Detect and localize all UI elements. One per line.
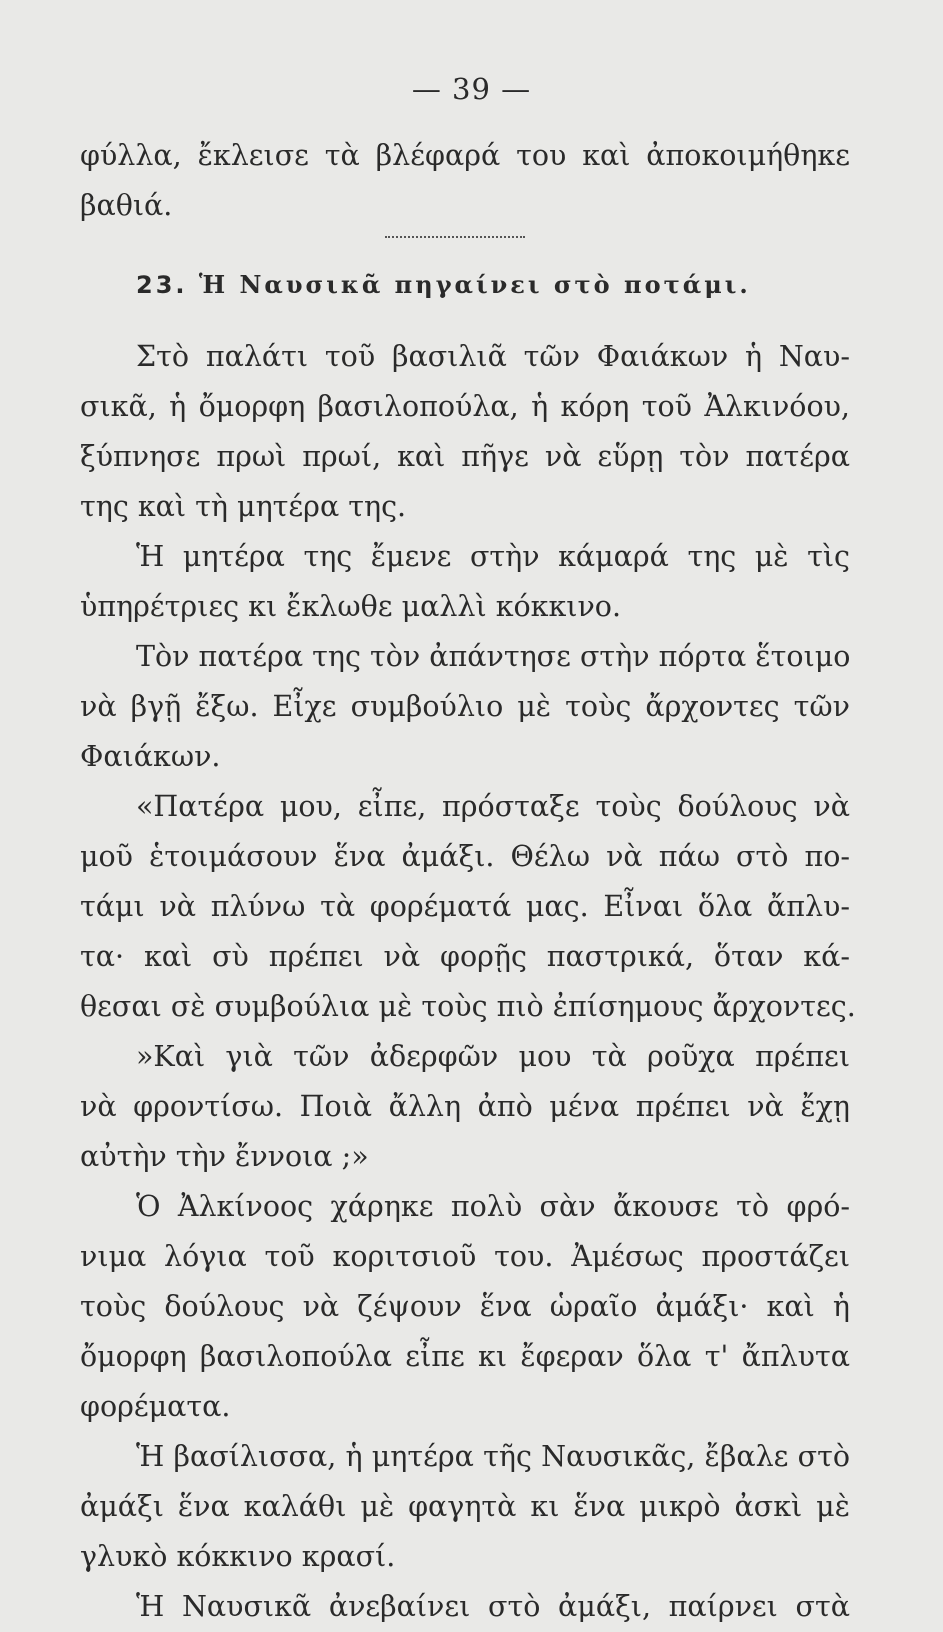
- text-line: τοὺς δούλους νὰ ζέψουν ἕνα ὡραῖο ἀμάξι· καὶ ἡ: [80, 1290, 850, 1323]
- paragraph: [80, 532, 850, 632]
- text-line: ὑπηρέτριες κι ἔκλωθε μαλλὶ κόκκινο.: [80, 590, 622, 623]
- section-separator: [385, 236, 525, 238]
- paragraph: [80, 632, 850, 782]
- section-number: 23.: [136, 271, 188, 299]
- text-line: Ἡ Ναυσικᾶ ἀνεβαίνει στὸ ἀμάξι, παίρνει στὰ: [136, 1590, 850, 1623]
- paragraph: [80, 1032, 850, 1182]
- text-line: νιμα λόγια τοῦ κοριτσιοῦ του. Ἀμέσως προστάζει: [80, 1240, 850, 1273]
- section-title: Ἡ Ναυσικᾶ πηγαίνει στὸ ποτάμι.: [198, 270, 751, 299]
- text-line: βαθιά.: [80, 189, 173, 222]
- text-line: σικᾶ, ἡ ὄμορφη βασιλοπούλα, ἡ κόρη τοῦ Ἀλκινόου,: [80, 390, 850, 423]
- text-line: θεσαι σὲ συμβούλια μὲ τοὺς πιὸ ἐπίσημους ἄρχοντες.: [80, 990, 856, 1023]
- text-line: Στὸ παλάτι τοῦ βασιλιᾶ τῶν Φαιάκων ἡ Ναυ-: [136, 340, 850, 373]
- text-line: Ἡ βασίλισσα, ἡ μητέρα τῆς Ναυσικᾶς, ἔβαλε στὸ: [136, 1440, 850, 1473]
- text-line: Ἡ μητέρα της ἔμενε στὴν κάμαρά της μὲ τὶς: [136, 540, 850, 573]
- page-number: — 39 —: [411, 72, 532, 106]
- text-line: γλυκὸ κόκκινο κρασί.: [80, 1540, 396, 1573]
- text-line: Φαιάκων.: [80, 740, 221, 773]
- text-line: ὄμορφη βασιλοπούλα εἶπε κι ἔφεραν ὅλα τ' ἄπλυτα: [80, 1340, 850, 1373]
- paragraph: [80, 1432, 850, 1582]
- text-line: Ὁ Ἀλκίνοος χάρηκε πολὺ σὰν ἄκουσε τὸ φρό-: [136, 1190, 850, 1223]
- section-heading: [136, 270, 751, 299]
- section-body: [80, 332, 856, 1632]
- text-line: μοῦ ἑτοιμάσουν ἕνα ἀμάξι. Θέλω νὰ πάω στὸ πο-: [80, 840, 850, 873]
- text-line: της καὶ τὴ μητέρα της.: [80, 490, 407, 523]
- text-line: «Πατέρα μου, εἶπε, πρόσταξε τοὺς δούλους νὰ: [136, 790, 850, 823]
- text-line: τάμι νὰ πλύνω τὰ φορέματά μας. Εἶναι ὅλα ἄπλυ-: [80, 890, 850, 923]
- previous-section-ending: [80, 131, 850, 231]
- text-line: ἀμάξι ἕνα καλάθι μὲ φαγητὰ κι ἕνα μικρὸ ἀσκὶ μὲ: [80, 1490, 850, 1523]
- text-line: »Καὶ γιὰ τῶν ἀδερφῶν μου τὰ ροῦχα πρέπει: [136, 1040, 850, 1073]
- paragraph: [80, 332, 850, 532]
- text-line: αὐτὴν τὴν ἔννοια ;»: [80, 1140, 369, 1173]
- text-line: τα· καὶ σὺ πρέπει νὰ φορῇς παστρικά, ὅταν κά-: [80, 940, 850, 973]
- text-line: ξύπνησε πρωὶ πρωί, καὶ πῆγε νὰ εὕρῃ τὸν πατέρα: [80, 440, 850, 473]
- paragraph: [80, 782, 856, 1032]
- text-line: φορέματα.: [80, 1390, 231, 1423]
- text-line: νὰ βγῇ ἔξω. Εἶχε συμβούλιο μὲ τοὺς ἄρχοντες τῶν: [80, 690, 850, 723]
- text-line: νὰ φροντίσω. Ποιὰ ἄλλη ἀπὸ μένα πρέπει νὰ ἔχῃ: [80, 1090, 850, 1123]
- paragraph: [80, 1182, 850, 1432]
- paragraph: [80, 1582, 850, 1632]
- text-line: φύλλα, ἔκλεισε τὰ βλέφαρά του καὶ ἀποκοιμήθηκε: [80, 139, 850, 172]
- text-line: Τὸν πατέρα της τὸν ἀπάντησε στὴν πόρτα ἕτοιμο: [136, 640, 851, 673]
